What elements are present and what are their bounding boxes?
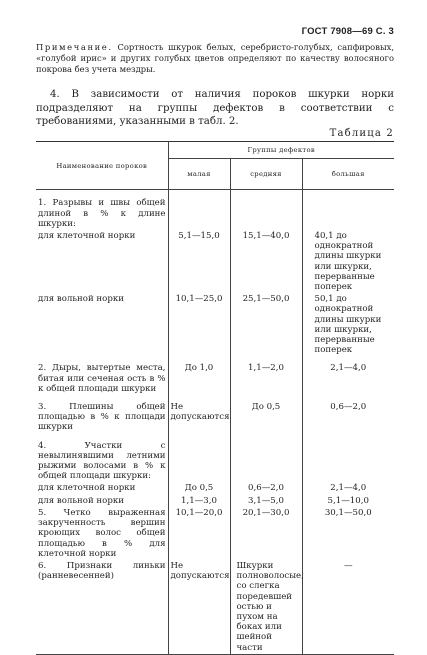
row1-cage-label: для клеточной норки <box>36 230 168 293</box>
row6-large: — <box>302 560 394 654</box>
row2-large: 2,1—4,0 <box>302 362 394 395</box>
row3-small: Не допускаются <box>168 401 230 434</box>
paragraph-4: 4. В зависимости от наличия пороков шкурки норки подразделяют на группы дефектов в соответствии с требованиями, указанными в табл. 2. <box>36 89 394 127</box>
table-title: Таблица 2 <box>329 128 394 139</box>
row4-cage-large: 2,1—4,0 <box>302 482 394 494</box>
row2-medium: 1,1—2,0 <box>230 362 302 395</box>
row1-wild-medium: 25,1—50,0 <box>230 293 302 356</box>
row5-large: 30,1—50,0 <box>302 507 394 560</box>
row6-name: 6. Признаки линьки (ранневесенней) <box>36 560 168 654</box>
row1-wild-large: 50,1 до однократной длины шкурки или шкурки, перерванные поперек <box>302 293 394 356</box>
row1-wild-label: для вольной норки <box>36 293 168 356</box>
row4-wild-large: 5,1—10,0 <box>302 495 394 507</box>
row5-medium: 20,1—30,0 <box>230 507 302 560</box>
row6-medium: Шкурки полноволосые, со слегка поредевшей остью и пухом на боках или шейной части <box>230 560 302 654</box>
header-large: большая <box>302 159 394 190</box>
row1-name: 1. Разрывы и швы общей длиной в % к длине шкурки: <box>36 190 168 230</box>
row3-large: 0,6—2,0 <box>302 401 394 434</box>
row4-cage-label: для клеточной норки <box>36 482 168 494</box>
header-small: малая <box>168 159 230 190</box>
row4-wild-medium: 3,1—5,0 <box>230 495 302 507</box>
row6-small: Не допускаются <box>168 560 230 654</box>
row1-cage-medium: 15,1—40,0 <box>230 230 302 293</box>
row4-name: 4. Участки с невылинявшими летними рыжими волосами в % к общей площади шкурки: <box>36 440 168 483</box>
row2-small: До 1,0 <box>168 362 230 395</box>
header-medium: средняя <box>230 159 302 190</box>
row5-name: 5. Четко выраженная закрученность вершин кроющих волос общей площадью в % для клеточной норки <box>36 507 168 560</box>
note-block <box>36 42 394 75</box>
row4-cage-small: До 0,5 <box>168 482 230 494</box>
row1-cage-large: 40,1 до однократной длины шкурки или шкурки, перерванные поперек <box>302 230 394 293</box>
row1-wild-small: 10,1—25,0 <box>168 293 230 356</box>
row1-cage-small: 5,1—15,0 <box>168 230 230 293</box>
row4-wild-small: 1,1—3,0 <box>168 495 230 507</box>
header-defect-groups: Группы дефектов <box>168 142 394 159</box>
row3-medium: До 0,5 <box>230 401 302 434</box>
defects-table <box>36 141 394 655</box>
row4-wild-label: для вольной норки <box>36 495 168 507</box>
row5-small: 10,1—20,0 <box>168 507 230 560</box>
row3-name: 3. Плешины общей площадью в % к площади шкурки <box>36 401 168 434</box>
row2-name: 2. Дыры, вытертые места, битая или сеченая ость в % к общей площади шкурки <box>36 362 168 395</box>
note-label: Примечание. <box>36 42 113 52</box>
row4-cage-medium: 0,6—2,0 <box>230 482 302 494</box>
header-defect-name: Наименование пороков <box>36 142 168 190</box>
note-text: Сортность шкурок белых, серебристо-голубых, сапфировых, «голубой ирис» и других голубых цветов определяют по качеству волосяного покрова без учета мездры. <box>36 42 394 74</box>
page-header: ГОСТ 7908—69 С. 3 <box>301 26 394 37</box>
